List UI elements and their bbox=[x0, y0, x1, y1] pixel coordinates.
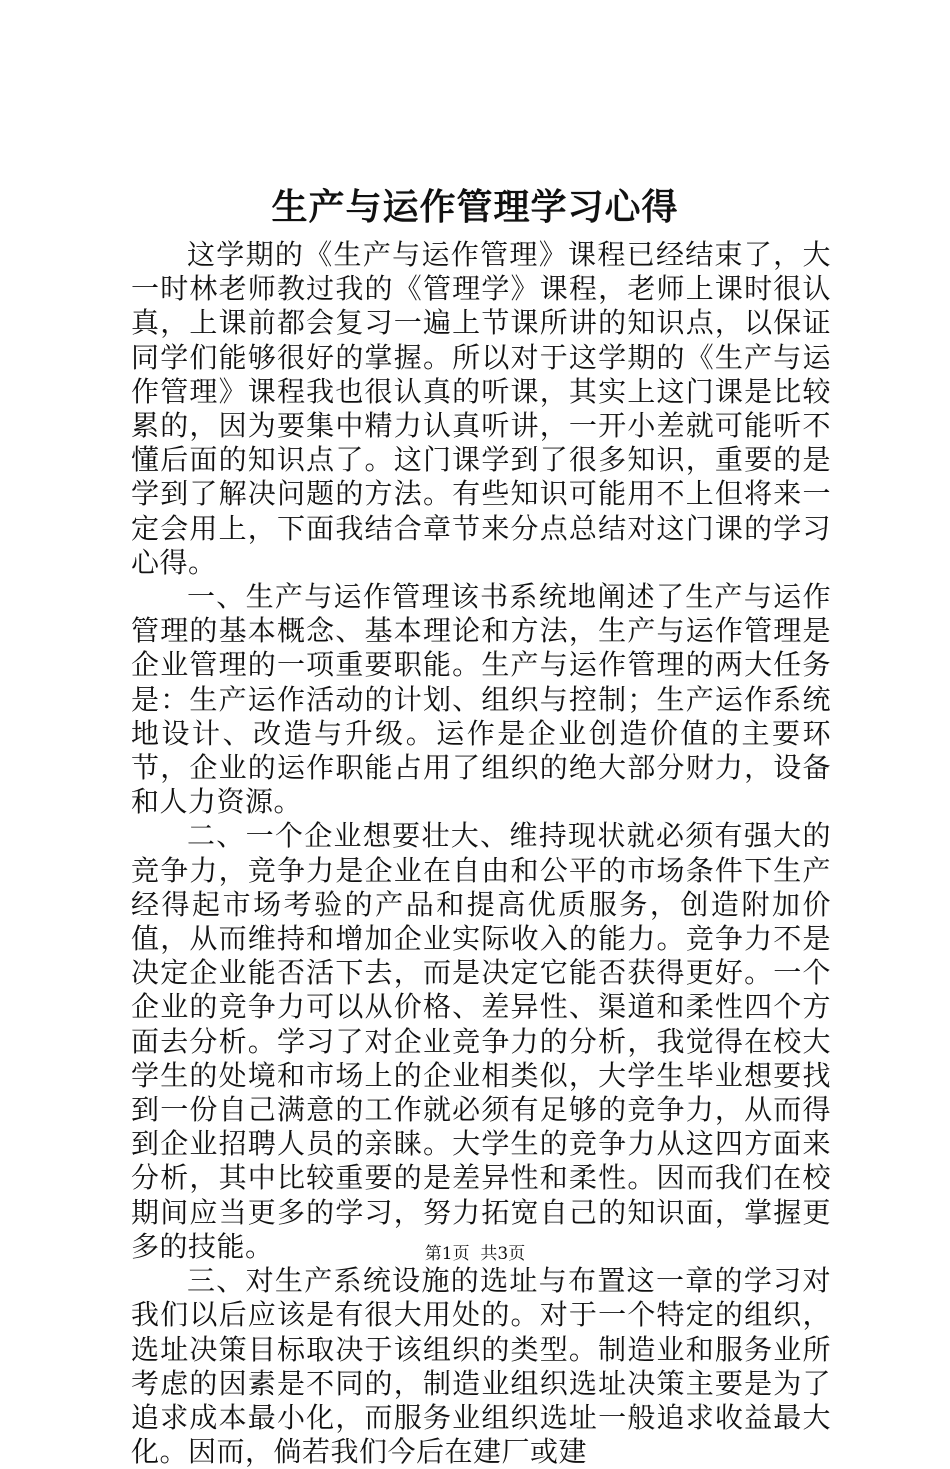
paragraph-intro: 这学期的《生产与运作管理》课程已经结束了，大一时林老师教过我的《管理学》课程，老师上课时很认真，上课前都会复习一遍上节课所讲的知识点，以保证同学们能够很好的掌握。所以对于这学期的《生产与运作管理》课程我也很认真的听课，其实上这门课是比较累的，因为要集中精力认真听讲，一开小差就可能听不懂后面的知识点了。这门课学到了很多知识，重要的是学到了解决问题的方法。有些知识可能用不上但将来一定会用上，下面我结合章节来分点总结对这门课的学习心得。 bbox=[131, 238, 831, 579]
paragraph-section-1: 一、生产与运作管理该书系统地阐述了生产与运作管理的基本概念、基本理论和方法，生产与运作管理是企业管理的一项重要职能。生产与运作管理的两大任务是：生产运作活动的计划、组织与控制；生产运作系统地设计、改造与升级。运作是企业创造价值的主要环节，企业的运作职能占用了组织的绝大部分财力，设备和人力资源。 bbox=[131, 580, 831, 819]
paragraph-section-2: 二、一个企业想要壮大、维持现状就必须有强大的竞争力，竞争力是企业在自由和公平的市场条件下生产经得起市场考验的产品和提高优质服务，创造附加价值，从而维持和增加企业实际收入的能力。竞争力不是决定企业能否活下去，而是决定它能否获得更好。一个企业的竞争力可以从价格、差异性、渠道和柔性四个方面去分析。学习了对企业竞争力的分析，我觉得在校大学生的处境和市场上的企业相类似，大学生毕业想要找到一份自己满意的工作就必须有足够的竞争力，从而得到企业招聘人员的亲睐。大学生的竞争力从这四方面来分析，其中比较重要的是差异性和柔性。因而我们在校期间应当更多的学习，努力拓宽自己的知识面，掌握更多的技能。 bbox=[131, 819, 831, 1263]
document-body bbox=[131, 238, 831, 1469]
paragraph-section-3: 三、对生产系统设施的选址与布置这一章的学习对我们以后应该是有很大用处的。对于一个特定的组织，选址决策目标取决于该组织的类型。制造业和服务业所考虑的因素是不同的，制造业组织选址决策主要是为了追求成本最小化，而服务业组织选址一般追求收益最大化。因而，倘若我们今后在建厂或建 bbox=[131, 1264, 831, 1469]
document-title: 生产与运作管理学习心得 bbox=[271, 186, 679, 228]
page-footer: 第1页 共3页 bbox=[424, 1244, 526, 1264]
